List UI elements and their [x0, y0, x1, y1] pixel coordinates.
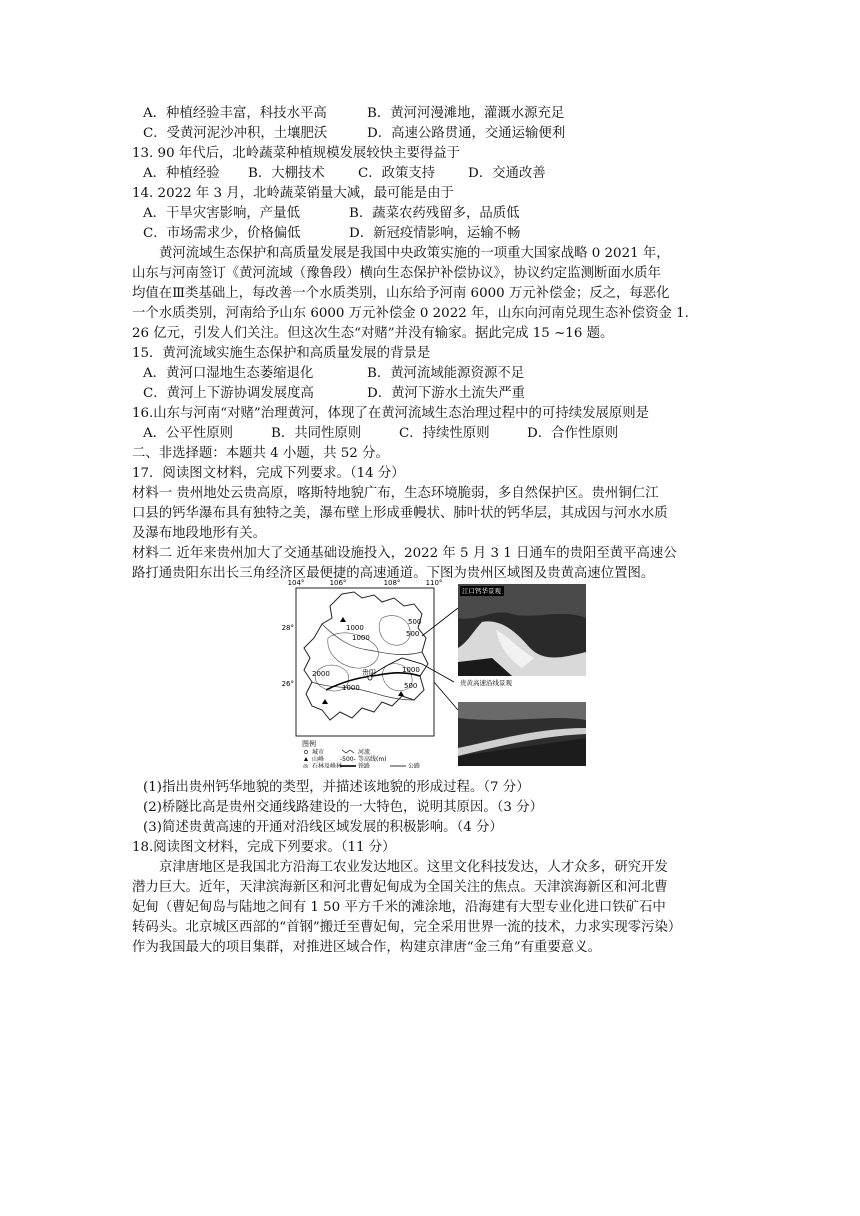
section-heading: 二、非选择题：本题共 4 小题，共 52 分。 [132, 446, 389, 461]
legend-item: 山峰 [312, 756, 325, 763]
legend-item: 城市 [312, 749, 325, 756]
q18-line: 妃甸（曹妃甸岛与陆地之间有 1 50 平方千米的滩涂地，沿海建有大型专业化进口铁矿石中 [132, 900, 666, 915]
legend-contour-sample: -500- [340, 756, 356, 763]
lat-label: 26° [282, 680, 294, 688]
guizhou-figure [282, 578, 590, 768]
legend-peak-symbol [304, 757, 308, 761]
q17-material2-line: 路打通贵阳东出长三角经济区最便捷的高速通道。下图为贵州区域图及贵黄高速位置图。 [132, 566, 655, 581]
guizhou-map-svg [282, 578, 590, 768]
q13-option-d: D．交通改善 [468, 166, 546, 181]
q13-option-a: A．种植经验 [143, 166, 220, 181]
q12-option-c: C．受黄河泥沙冲积，土壤肥沃 [143, 126, 328, 141]
q16-option-a: A．公平性原则 [143, 426, 234, 441]
passage-line: 山东与河南签订《黄河流域（豫鲁段）横向生态保护补偿协议》，协议约定监测断面水质年 [132, 266, 661, 281]
q18-stem: 18.阅读图文材料，完成下列要求。（11 分） [132, 840, 396, 855]
q14-option-c: C．市场需求少，价格偏低 [143, 226, 301, 241]
q12-options-row2 [143, 124, 743, 144]
q17-stem: 17．阅读图文材料，完成下列要求。（14 分） [132, 466, 405, 481]
passage-line: 黄河流域生态保护和高质量发展是我国中央政策实施的一项重大国家战略 0 2021 年， [159, 246, 670, 261]
contour-label: 1000 [402, 666, 420, 674]
lon-label: 104° [287, 579, 305, 587]
city-label: 贵阳 [362, 669, 376, 677]
legend-title: 图例 [302, 740, 316, 748]
legend-karst-symbol: ◎ [303, 763, 309, 768]
q15-option-d: D．黄河下游水土流失严重 [367, 386, 526, 401]
q15-options-row1 [143, 364, 743, 384]
q16-option-c: C．持续性原则 [399, 426, 490, 441]
contour-label: 500 [406, 630, 420, 638]
q17-sub3: (3)简述贵黄高速的开通对沿线区域发展的积极影响。（4 分） [143, 820, 503, 835]
photo2-label: 贵黄高速沿线景观 [460, 679, 512, 687]
q17-material2-line: 材料二 近年来贵州加大了交通基础设施投入，2022 年 5 月 3 1 日通车的贵阳至黄平高速公 [132, 546, 677, 561]
q14-options-row1 [143, 204, 743, 224]
q16-stem: 16.山东与河南“对赌”治理黄河，体现了在黄河流域生态治理过程中的可持续发展原则是 [132, 406, 650, 421]
q13-option-c: C．政策支持 [358, 166, 436, 181]
lat-label: 28° [282, 624, 294, 632]
legend-river-symbol [342, 750, 354, 753]
q17-material1-line: 及瀑布地段地形有关。 [132, 526, 266, 541]
contour-label: 500 [404, 682, 418, 690]
q13-stem: 13. 90 年代后，北岭蔬菜种植规模发展较快主要得益于 [132, 146, 461, 161]
q18-line: 潜力巨大。近年，天津滨海新区和河北曹妃甸成为全国关注的焦点。天津滨海新区和河北曹 [132, 880, 668, 895]
legend-item: 河流 [358, 749, 371, 756]
photo-jiangkou [458, 584, 586, 676]
photo1-label: 江口钙华景观 [462, 587, 501, 595]
map-frame [296, 588, 434, 736]
contour-label: 2000 [312, 670, 330, 678]
q17-material1-line: 材料一 贵州地处云贵高原，喀斯特地貌广布，生态环境脆弱，多自然保护区。贵州铜仁江 [132, 486, 659, 501]
photo-highway [458, 676, 586, 766]
q18-line: 转码头。北京城区西部的“首钢”搬迁至曹妃甸，完全采用世界一流的技术，力求实现零污染） [132, 920, 682, 935]
q12-option-b: B．黄河河漫滩地，灌溉水源充足 [367, 106, 565, 121]
passage-line: 一个水质类别，河南给予山东 6000 万元补偿金 0 2022 年，山东向河南兑现生态补偿资金 1. [132, 306, 689, 321]
q13-option-b: B．大棚技术 [248, 166, 325, 181]
q17-sub1: (1)指出贵州钙华地貌的类型，并描述该地貌的形成过程。（7 分） [143, 780, 530, 795]
legend-item: 铁路 [358, 763, 371, 768]
q15-option-c: C．黄河上下游协调发展度高 [143, 386, 314, 401]
passage-line: 26 亿元，引发人们关注。但这次生态“对赌”并没有输家。据此完成 15 ~16 题。 [132, 326, 614, 341]
q14-options-row2 [143, 224, 743, 244]
contour-label: 1000 [352, 634, 370, 642]
lon-label: 108° [383, 579, 401, 587]
q15-options-row2 [143, 384, 743, 404]
contour-label: 1000 [346, 624, 364, 632]
callout-line [434, 682, 458, 710]
q15-option-b: B．黄河流域能源资源不足 [367, 366, 525, 381]
q12-options-row1 [143, 104, 743, 124]
lon-label: 106° [329, 579, 347, 587]
legend-item: 石林及峰林 [312, 763, 343, 768]
q12-option-a: A．种植经验丰富，科技水平高 [143, 106, 327, 121]
contour-label: 500 [408, 618, 422, 626]
q15-stem: 15．黄河流域实施生态保护和高质量发展的背景是 [132, 346, 431, 361]
legend-city-symbol [304, 750, 307, 753]
q17-material1-line: 口县的钙华瀑布具有独特之美，瀑布壁上形成垂幔状、肺叶状的钙华层，其成因与河水水质 [132, 506, 668, 521]
q15-option-a: A．黄河口湿地生态萎缩退化 [143, 366, 314, 381]
q14-option-b: B．蔬菜农药残留多，品质低 [349, 206, 520, 221]
q14-stem: 14. 2022 年 3 月，北岭蔬菜销量大减，最可能是由于 [132, 186, 454, 201]
q17-sub2: (2)桥隧比高是贵州交通线路建设的一大特色，说明其原因。（3 分） [143, 800, 543, 815]
q14-option-a: A．干旱灾害影响，产量低 [143, 206, 300, 221]
q12-option-d: D．高速公路贯通，交通运输便利 [367, 126, 566, 141]
contour-label: 1000 [342, 684, 360, 692]
q14-option-d: D．新冠疫情影响，运输不畅 [349, 226, 521, 241]
q16-option-d: D．合作性原则 [527, 426, 619, 441]
q16-option-b: B．共同性原则 [271, 426, 362, 441]
q13-options [143, 164, 743, 184]
legend-item: 公路 [408, 763, 421, 768]
lon-label: 110° [425, 579, 443, 587]
q18-line: 京津唐地区是我国北方沿海工农业发达地区。这里文化科技发达，人才众多，研究开发 [159, 860, 668, 875]
passage-line: 均值在Ⅲ类基础上，每改善一个水质类别，山东给予河南 6000 万元补偿金；反之，每恶化 [132, 286, 670, 301]
legend-item: 等高线(m) [358, 756, 387, 763]
q18-line: 作为我国最大的项目集群，对推进区域合作，构建京津唐“金三角”有重要意义。 [132, 940, 601, 955]
q16-options [143, 424, 743, 444]
